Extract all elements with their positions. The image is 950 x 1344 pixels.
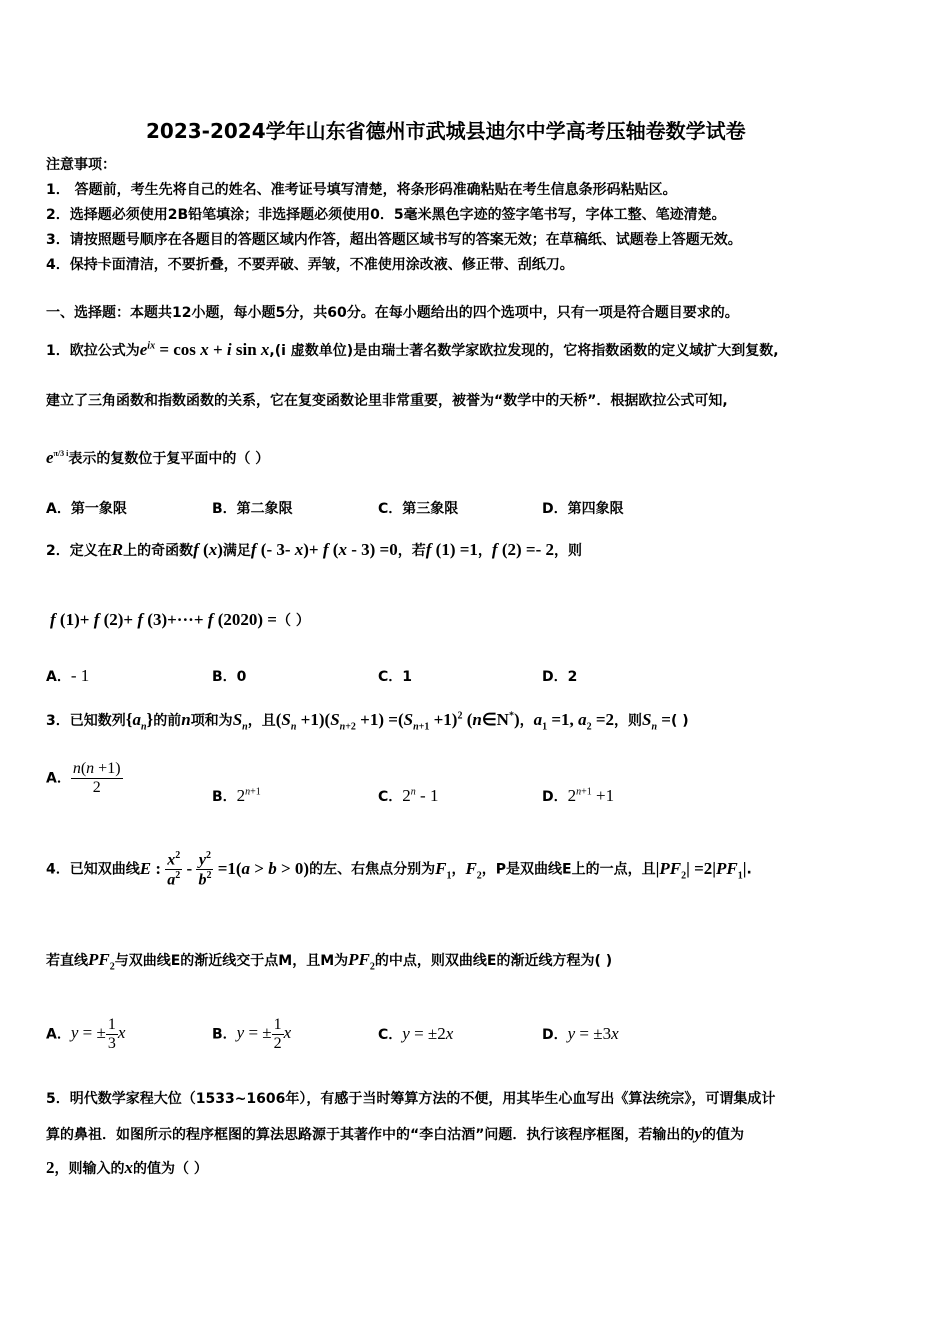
q3-line1: 3．已知数列$\{a_n\}$的前n项和为$S_n$，且$(S_n +1)(S_{n+2} +1) =(S_{n+1} +1)^2$ (n∈N*)，$a_1 =1$, $a_2 =2$，则$S_n$ =( ) [46, 710, 689, 733]
q1-option-c[interactable]: C．第三象限 [378, 501, 459, 517]
notice-item: 4．保持卡面清洁，不要折叠，不要弄破、弄皱，不准使用涂改液、修正带、刮纸刀。 [46, 257, 574, 273]
q3-option-b[interactable]: B．$2^{n+1}$ [212, 786, 261, 805]
math-pf-condition: $|PF_2| =2|PF_1|$ [655, 858, 747, 882]
q1-after: ,(i 虚数单位)是由瑞士著名数学家欧拉发现的，它将指数函数的定义域扩大到复数, [269, 343, 779, 359]
q2-option-c[interactable]: C．1 [378, 669, 413, 685]
q5-line1: 5．明代数学家程大位（1533~1606年），有感于当时筹算方法的不便，用其毕生心血写出《算法统宗》，可谓集成计 [46, 1091, 776, 1107]
q2-line2: f (1)+ f (2)+ f (3)+···+ f (2020) =（ ） [50, 610, 310, 629]
q4-option-c[interactable]: C．y = ±2x [378, 1024, 454, 1043]
q2-line1: 2．定义在R上的奇函数f (x)满足f (- 3- x)+ f (x - 3) =0，若f (1) =1，f (2) =- 2，则 [46, 540, 583, 559]
q3-option-c[interactable]: C．2$^n$ - 1 [378, 786, 439, 805]
q1-line3-text: 表示的复数位于复平面中的（ ） [68, 451, 270, 467]
q1-euler-formula: $e^{ix} = \cos x + i$ sin x [139, 340, 270, 359]
notice-item: 2．选择题必须使用2B铅笔填涂；非选择题必须使用0．5毫米黑色字迹的签字笔书写，字体工整、笔迹清楚。 [46, 207, 726, 223]
notice-item: 3．请按照题号顺序在各题目的答题区域内作答，超出答题区域书写的答案无效；在草稿纸、试题卷上答题无效。 [46, 232, 742, 248]
math-hyperbola: E : $\frac{x^2}{a^2}$ - $\frac{y^2}{b^2}$ =1(a > b > 0) [139, 850, 310, 889]
math-an: $\{a_n\}$ [125, 710, 154, 733]
q3-option-d[interactable]: D．$2^{n+1} +1$ [542, 786, 615, 805]
math-f1: f (1) =1 [425, 540, 478, 559]
q1-line1 [46, 340, 779, 360]
math-initial: $a_1 =1$, $a_2 =2$ [533, 710, 614, 733]
q4-line1: 4．已知双曲线E : $\frac{x^2}{a^2}$ - $\frac{y^2}{b^2}$ =1(a > b > 0)的左、右焦点分别为$F_1$，$F_2$，P是双曲线E上的一点，且$|PF_2| =2|PF_1|$. [46, 850, 752, 889]
q4-option-d[interactable]: D．y = ±3x [542, 1024, 619, 1043]
q1-exponential: $e^{\pi/3 i}$ [46, 448, 69, 467]
q2-option-a[interactable]: A．- 1 [46, 666, 90, 685]
math-sum: f (1)+ f (2)+ f (3)+···+ f (2020) = [50, 610, 277, 629]
q2-option-d[interactable]: D．2 [542, 669, 578, 685]
notice-heading: 注意事项： [46, 157, 116, 173]
q1-option-a[interactable]: A．第一象限 [46, 501, 127, 517]
q5-line3: 2，则输入的x的值为（ ） [46, 1158, 208, 1177]
math-f2: f (2) =- 2 [491, 540, 555, 559]
math-r: R [111, 540, 124, 559]
q1-line3 [46, 448, 269, 468]
q1-option-b[interactable]: B．第二象限 [212, 501, 293, 517]
math-fx: f (x) [193, 540, 223, 559]
math-sn: $S_n$ [232, 710, 248, 733]
q4-option-a[interactable]: A．y = ± $\frac{1}{3}$ x [46, 1016, 126, 1052]
q1-line2: 建立了三角函数和指数函数的关系，它在复变函数论里非常重要，被誉为“数学中的天桥”．根据欧拉公式可知, [46, 393, 728, 409]
math-condition: f (- 3- x)+ f (x - 3) =0 [250, 540, 398, 559]
q1-prefix: 1．欧拉公式为 [46, 343, 140, 359]
math-recurrence: $(S_n +1)(S_{n+2} +1) =(S_{n+1} +1)^2$ (n∈N*) [275, 710, 520, 733]
q5-line2: 算的鼻祖．如图所示的程序框图的算法思路源于其著作中的“李白沽酒”问题．执行该程序框图，若输出的y的值为 [46, 1124, 744, 1143]
q2-option-b[interactable]: B．0 [212, 669, 247, 685]
q4-line2: 若直线$PF_2$与双曲线E的渐近线交于点M，且M为$PF_2$的中点，则双曲线E的渐近线方程为( ) [46, 950, 613, 973]
notice-item: 1． 答题前，考生先将自己的姓名、准考证号填写清楚，将条形码准确粘贴在考生信息条形码粘贴区。 [46, 182, 677, 198]
q1-option-d[interactable]: D．第四象限 [542, 501, 624, 517]
q3-option-a[interactable]: A． $\frac{n(n +1)}{2}$ [46, 760, 121, 796]
section-heading: 一、选择题：本题共12小题，每小题5分，共60分。在每小题给出的四个选项中，只有一项是符合题目要求的。 [46, 305, 739, 321]
page-title: 2023-2024学年山东省德州市武城县迪尔中学高考压轴卷数学试卷 [146, 119, 746, 143]
q4-option-b[interactable]: B．y = ± $\frac{1}{2}$ x [212, 1016, 292, 1052]
